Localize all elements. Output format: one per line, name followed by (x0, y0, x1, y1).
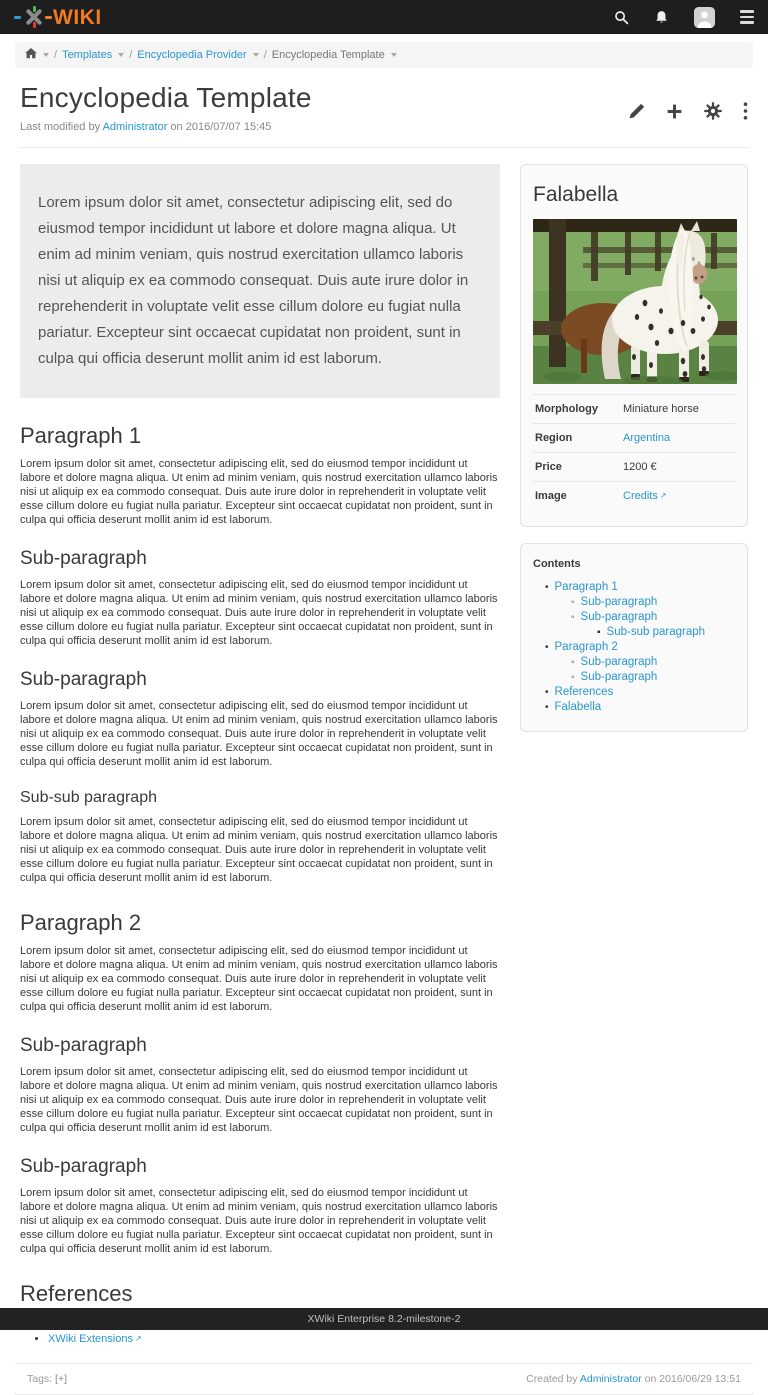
infobox-label: Region (535, 432, 573, 444)
section-paragraph: Lorem ipsum dolor sit amet, consectetur adipiscing elit, sed do eiusmod tempor incididunt ut labore et dolore magna aliqua. Ut enim ad minim veniam, quis nostrud exercitation ullamco laboris nisi ut aliquip ex ea commodo consequat. Duis aute irure dolor in reprehenderit in voluptate velit esse cillum dolore eu fugiat nulla pariatur. Excepteur sint occaecat cupidatat non proident, sunt in culpa qui officia deserunt mollit anim id est laborum. (20, 579, 498, 647)
more-kebab-icon[interactable] (743, 102, 748, 120)
contents-panel (520, 543, 748, 732)
reference-item (48, 1331, 500, 1347)
created-author-link[interactable]: Administrator (579, 1373, 642, 1385)
xwiki-logo[interactable] (14, 4, 102, 30)
bullet-icon: ◦ (571, 672, 575, 683)
created-info: Created by Administrator on 2016/06/29 13:51 (526, 1373, 741, 1385)
chevron-down-icon[interactable] (391, 53, 397, 57)
section-paragraph: Lorem ipsum dolor sit amet, consectetur adipiscing elit, sed do eiusmod tempor incididunt ut labore et dolore magna aliqua. Ut enim ad minim veniam, quis nostrud exercitation ullamco laboris nisi ut aliquip ex ea commodo consequat. Duis aute irure dolor in reprehenderit in voluptate velit esse cillum dolore eu fugiat nulla pariatur. Excepteur sint occaecat cupidatat non proident, sunt in culpa qui officia deserunt mollit anim id est laborum. (20, 458, 498, 526)
toc-link[interactable]: Sub-sub paragraph (606, 626, 706, 638)
section-paragraph: Lorem ipsum dolor sit amet, consectetur adipiscing elit, sed do eiusmod tempor incididunt ut labore et dolore magna aliqua. Ut enim ad minim veniam, quis nostrud exercitation ullamco laboris nisi ut aliquip ex ea commodo consequat. Duis aute irure dolor in reprehenderit in voluptate velit esse cillum dolore eu fugiat nulla pariatur. Excepteur sint occaecat cupidatat non proident, sunt in culpa qui officia deserunt mollit anim id est laborum. (20, 1066, 498, 1134)
infobox-row (533, 394, 735, 423)
page-header (20, 82, 748, 148)
toc-link[interactable]: References (554, 686, 614, 698)
infobox-title: Falabella (533, 183, 619, 206)
breadcrumb-link-templates[interactable]: Templates (62, 49, 113, 61)
bullet-icon: • (545, 687, 549, 698)
add-plus-icon[interactable] (666, 103, 683, 120)
section-paragraph: Lorem ipsum dolor sit amet, consectetur adipiscing elit, sed do eiusmod tempor incididunt ut labore et dolore magna aliqua. Ut enim ad minim veniam, quis nostrud exercitation ullamco laboris nisi ut aliquip ex ea commodo consequat. Duis aute irure dolor in reprehenderit in voluptate velit esse cillum dolore eu fugiat nulla pariatur. Excepteur sint occaecat cupidatat non proident, sunt in culpa qui officia deserunt mollit anim id est laborum. (20, 816, 498, 884)
last-modified: Last modified by Administrator on 2016/07/07 15:45 (20, 121, 272, 133)
chevron-down-icon[interactable] (43, 53, 49, 57)
infobox-value: 1200 € (623, 461, 657, 473)
external-link-icon: ↗ (659, 491, 667, 500)
reference-link[interactable]: XWiki Extensions (48, 1333, 133, 1345)
section-paragraph: Lorem ipsum dolor sit amet, consectetur adipiscing elit, sed do eiusmod tempor incididunt ut labore et dolore magna aliqua. Ut enim ad minim veniam, quis nostrud exercitation ullamco laboris nisi ut aliquip ex ea commodo consequat. Duis aute irure dolor in reprehenderit in voluptate velit esse cillum dolore eu fugiat nulla pariatur. Excepteur sint occaecat cupidatat non proident, sunt in culpa qui officia deserunt mollit anim id est laborum. (20, 945, 498, 1013)
section-paragraph: Lorem ipsum dolor sit amet, consectetur adipiscing elit, sed do eiusmod tempor incididunt ut labore et dolore magna aliqua. Ut enim ad minim veniam, quis nostrud exercitation ullamco laboris nisi ut aliquip ex ea commodo consequat. Duis aute irure dolor in reprehenderit in voluptate velit esse cillum dolore eu fugiat nulla pariatur. Excepteur sint occaecat cupidatat non proident, sunt in culpa qui officia deserunt mollit anim id est laborum. (20, 700, 498, 768)
bullet-icon: • (545, 702, 549, 713)
falabella-photo (533, 219, 737, 384)
toc-item (571, 610, 735, 625)
bullet-icon: ◦ (571, 657, 575, 668)
page-title: Encyclopedia Template (20, 82, 312, 113)
user-avatar[interactable] (694, 7, 715, 28)
infobox-value-link[interactable]: Argentina (623, 432, 671, 444)
breadcrumb-current: Encyclopedia Template (271, 49, 385, 61)
infobox-panel (520, 164, 748, 527)
toc-link[interactable]: Sub-paragraph (580, 671, 658, 683)
section-paragraph: Lorem ipsum dolor sit amet, consectetur adipiscing elit, sed do eiusmod tempor incididunt ut labore et dolore magna aliqua. Ut enim ad minim veniam, quis nostrud exercitation ullamco laboris nisi ut aliquip ex ea commodo consequat. Duis aute irure dolor in reprehenderit in voluptate velit esse cillum dolore eu fugiat nulla pariatur. Excepteur sint occaecat cupidatat non proident, sunt in culpa qui officia deserunt mollit anim id est laborum. (20, 1187, 498, 1255)
infobox-label: Image (535, 490, 567, 502)
infobox-value-link[interactable]: Credits (623, 490, 658, 502)
infobox-label: Price (535, 461, 562, 473)
infobox-row (533, 452, 735, 481)
chevron-down-icon[interactable] (118, 53, 124, 57)
infobox-label: Morphology (535, 403, 598, 415)
bullet-icon: ◦ (571, 597, 575, 608)
settings-gear-icon[interactable] (704, 102, 722, 120)
toc-item (545, 640, 735, 655)
toc-item (597, 625, 735, 640)
right-sidebar (520, 164, 748, 732)
infobox-value (623, 490, 733, 502)
infobox-table (533, 394, 735, 510)
toc-link[interactable]: Sub-paragraph (580, 656, 658, 668)
toc-link[interactable]: Sub-paragraph (580, 596, 658, 608)
contents-list (533, 580, 735, 715)
infobox-value (623, 432, 733, 444)
toc-item (571, 655, 735, 670)
infobox-row (533, 481, 735, 510)
toc-item (545, 685, 735, 700)
bullet-icon: • (545, 582, 549, 593)
bullet-icon: ▪ (597, 627, 601, 638)
external-link-icon: ↗ (134, 1334, 142, 1343)
logo-blue-dash-icon (14, 16, 21, 19)
section-heading: Sub-paragraph (20, 548, 147, 569)
toc-link[interactable]: Falabella (554, 701, 602, 713)
toc-item (545, 580, 735, 595)
tags-area: Tags: [+] (27, 1373, 67, 1385)
toc-item (545, 700, 735, 715)
logo-text: WIKI (53, 5, 102, 29)
toc-link[interactable]: Paragraph 1 (554, 581, 618, 593)
bullet-icon: ◦ (571, 612, 575, 623)
section-heading: Sub-paragraph (20, 1156, 147, 1177)
top-navbar (0, 0, 768, 34)
breadcrumb-link-encyclopedia-provider[interactable]: Encyclopedia Provider (137, 49, 247, 61)
infobox-row (533, 423, 735, 452)
section-heading: Paragraph 2 (20, 910, 142, 935)
home-icon[interactable] (25, 48, 37, 62)
page-footer (15, 1363, 753, 1395)
modified-author-link[interactable]: Administrator (102, 121, 168, 133)
notifications-bell-icon[interactable] (654, 10, 669, 25)
bullet-icon: • (545, 642, 549, 653)
toc-item (571, 595, 735, 610)
section-heading: Sub-paragraph (20, 1035, 147, 1056)
article (20, 164, 500, 1347)
version-bar: XWiki Enterprise 8.2-milestone-2 (0, 1308, 768, 1330)
page-toolbar (628, 102, 748, 120)
search-icon[interactable] (614, 10, 629, 25)
lead-paragraph: Lorem ipsum dolor sit amet, consectetur adipiscing elit, sed do eiusmod tempor incididunt ut labore et dolore magna aliqua. Ut enim ad minim veniam, quis nostrud exercitation ullamco laboris nisi ut aliquip ex ea commodo consequat. Duis aute irure dolor in reprehenderit in voluptate velit esse cillum dolore eu fugiat nulla pariatur. Excepteur sint occaecat cupidatat non proident, sunt in culpa qui officia deserunt mollit anim id est laborum. (20, 164, 500, 398)
add-tag-button[interactable]: [+] (55, 1373, 67, 1385)
contents-title: Contents (533, 558, 581, 570)
menu-icon[interactable] (740, 10, 754, 23)
infobox-value: Miniature horse (623, 403, 699, 415)
section-heading: Sub-sub paragraph (20, 789, 157, 806)
toc-link[interactable]: Paragraph 2 (554, 641, 618, 653)
article-sections (20, 423, 500, 1256)
section-heading: Paragraph 1 (20, 423, 142, 448)
section-heading: Sub-paragraph (20, 669, 147, 690)
chevron-down-icon[interactable] (253, 53, 259, 57)
logo-x-icon (23, 4, 45, 30)
toc-link[interactable]: Sub-paragraph (580, 611, 658, 623)
toc-item (571, 670, 735, 685)
edit-pencil-icon[interactable] (628, 103, 645, 120)
logo-orange-dash-icon (45, 16, 52, 19)
breadcrumb: / Templates / Encyclopedia Provider / Encyclopedia Template (15, 42, 753, 68)
references-heading: References (20, 1281, 133, 1306)
